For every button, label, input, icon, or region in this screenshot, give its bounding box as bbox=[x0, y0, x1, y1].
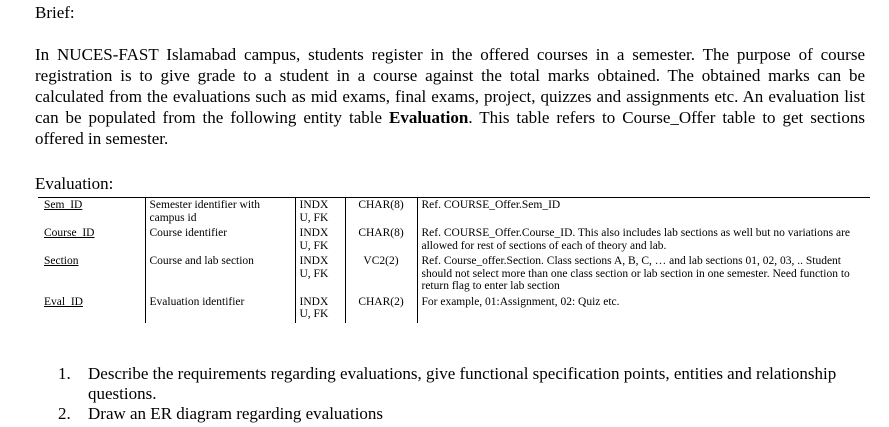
brief-text-bold: Evaluation bbox=[388, 108, 469, 127]
question-text: Describe the requirements regarding evaluations, give functional specification points, entities and relationship questions. bbox=[88, 364, 837, 403]
question-number: 2. bbox=[58, 404, 71, 423]
field-type: CHAR(8) bbox=[345, 198, 417, 227]
field-notes: Ref. COURSE_Offer.Course_ID. This also includes lab sections as well but no variations are allowed for rest of sections of each of theory and lab. bbox=[417, 226, 870, 254]
brief-text-part1: In NUCES-FAST Islamabad campus, students register in the offered courses in a semester. The purpose of course registration is to give grade to a student in a course against the total marks obtained. The obtained marks can be calculated from the evaluations such as mid exams, final exams, project, quizzes and assignments etc. An evaluation list can be populated from the following entity table bbox=[35, 45, 865, 127]
brief-text-part2: . This table refers to Course_Offer table to get sections offered in semester. bbox=[35, 108, 865, 148]
table-row bbox=[38, 295, 870, 323]
table-row bbox=[38, 254, 870, 295]
field-index: INDX U, FK bbox=[295, 198, 345, 227]
field-notes: Ref. COURSE_Offer.Sem_ID bbox=[417, 198, 870, 227]
field-description: Course and lab section bbox=[145, 254, 295, 295]
evaluation-table bbox=[38, 197, 870, 323]
table-row bbox=[38, 198, 870, 227]
question-item bbox=[58, 364, 870, 404]
field-name: Sem_ID bbox=[38, 198, 145, 227]
field-type: CHAR(2) bbox=[345, 295, 417, 323]
field-index: INDX U, FK bbox=[295, 254, 345, 295]
field-name: Course_ID bbox=[44, 227, 95, 239]
question-text: Draw an ER diagram regarding evaluations bbox=[88, 404, 384, 423]
question-item bbox=[58, 404, 870, 424]
field-index: INDX U, FK bbox=[295, 295, 345, 323]
question-list bbox=[58, 364, 870, 424]
brief-heading: Brief: bbox=[35, 3, 75, 22]
brief-paragraph bbox=[35, 44, 865, 149]
field-description: Evaluation identifier bbox=[145, 295, 295, 323]
field-index: INDX U, FK bbox=[295, 226, 345, 254]
field-description: Course identifier bbox=[145, 226, 295, 254]
field-name: Section bbox=[44, 255, 79, 267]
field-type: VC2(2) bbox=[345, 254, 417, 295]
table-title: Evaluation: bbox=[35, 174, 114, 193]
question-number: 1. bbox=[58, 364, 71, 383]
field-notes: Ref. Course_offer.Section. Class sections A, B, C, … and lab sections 01, 02, 03, .. Student should not select more than one class section or lab section in one semester. Need function to return flag to enter lab section bbox=[417, 254, 870, 295]
field-description: Semester identifier with campus id bbox=[145, 198, 295, 227]
field-name: Eval_ID bbox=[44, 295, 83, 308]
table-row bbox=[38, 226, 870, 254]
field-type: CHAR(8) bbox=[345, 226, 417, 254]
field-notes: For example, 01:Assignment, 02: Quiz etc. bbox=[417, 295, 870, 323]
